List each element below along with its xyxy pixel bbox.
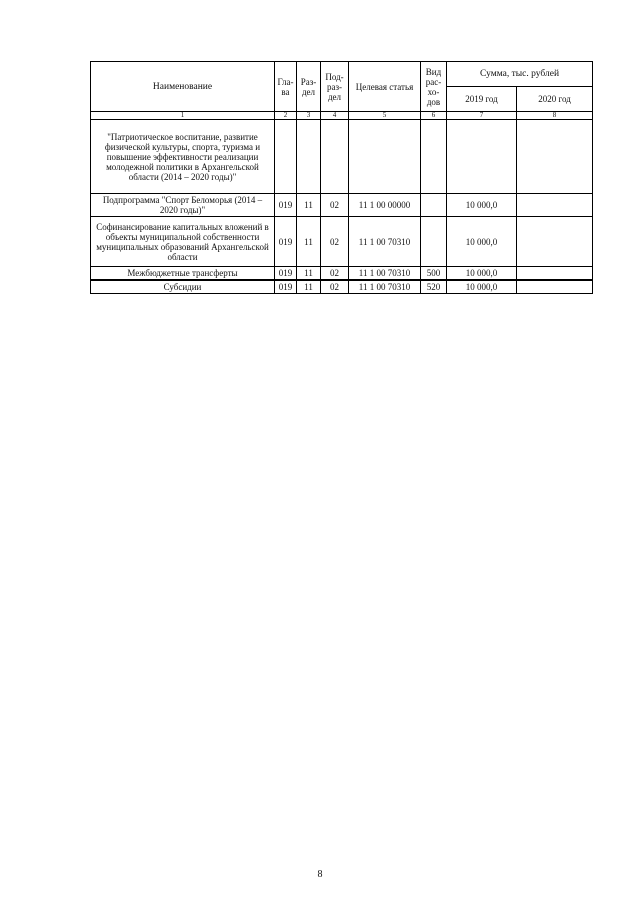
row-section: 11 bbox=[297, 194, 321, 217]
header-subsection: Под-раз-дел bbox=[321, 62, 349, 112]
header-section: Раз-дел bbox=[297, 62, 321, 112]
row-target-item: 11 1 00 00000 bbox=[349, 194, 421, 217]
table-row bbox=[91, 217, 593, 267]
column-number: 1 bbox=[91, 112, 275, 120]
row-amount-2020 bbox=[517, 217, 593, 267]
row-amount-2019: 10 000,0 bbox=[447, 280, 517, 294]
row-target-item bbox=[349, 120, 421, 194]
column-number: 4 bbox=[321, 112, 349, 120]
table-row bbox=[91, 194, 593, 217]
table-row bbox=[91, 267, 593, 281]
row-target-item: 11 1 00 70310 bbox=[349, 280, 421, 294]
row-amount-2020 bbox=[517, 280, 593, 294]
column-numbers-row bbox=[91, 112, 593, 120]
row-subsection: 02 bbox=[321, 280, 349, 294]
row-amount-2020 bbox=[517, 267, 593, 281]
row-section: 11 bbox=[297, 217, 321, 267]
header-target-item: Целевая статья bbox=[349, 62, 421, 112]
row-chapter bbox=[275, 120, 297, 194]
header-year-2020: 2020 год bbox=[517, 87, 593, 112]
row-section: 11 bbox=[297, 280, 321, 294]
row-subsection: 02 bbox=[321, 194, 349, 217]
column-number: 5 bbox=[349, 112, 421, 120]
row-name: "Патриотическое воспитание, развитие физической культуры, спорта, туризма и повышение эффективности реализации молодежной политики в Архангельской области (2014 – 2020 годы)" bbox=[91, 120, 275, 194]
row-name: Межбюджетные трансферты bbox=[91, 267, 275, 281]
row-target-item: 11 1 00 70310 bbox=[349, 267, 421, 281]
table-row bbox=[91, 120, 593, 194]
row-name: Подпрограмма "Спорт Беломорья (2014 – 2020 годы)" bbox=[91, 194, 275, 217]
row-amount-2019: 10 000,0 bbox=[447, 194, 517, 217]
row-amount-2019 bbox=[447, 120, 517, 194]
row-expense-type bbox=[421, 194, 447, 217]
row-expense-type bbox=[421, 120, 447, 194]
row-chapter: 019 bbox=[275, 194, 297, 217]
row-amount-2019: 10 000,0 bbox=[447, 217, 517, 267]
row-chapter: 019 bbox=[275, 280, 297, 294]
row-section bbox=[297, 120, 321, 194]
row-expense-type bbox=[421, 217, 447, 267]
page-number: 8 bbox=[317, 869, 323, 880]
column-number: 3 bbox=[297, 112, 321, 120]
row-expense-type: 500 bbox=[421, 267, 447, 281]
header-sum: Сумма, тыс. рублей bbox=[447, 62, 593, 87]
row-section: 11 bbox=[297, 267, 321, 281]
row-subsection bbox=[321, 120, 349, 194]
column-number: 8 bbox=[517, 112, 593, 120]
row-target-item: 11 1 00 70310 bbox=[349, 217, 421, 267]
header-chapter: Гла-ва bbox=[275, 62, 297, 112]
column-number: 7 bbox=[447, 112, 517, 120]
row-chapter: 019 bbox=[275, 217, 297, 267]
column-number: 2 bbox=[275, 112, 297, 120]
header-expense-type: Вид рас-хо-дов bbox=[421, 62, 447, 112]
row-amount-2020 bbox=[517, 120, 593, 194]
row-subsection: 02 bbox=[321, 217, 349, 267]
row-subsection: 02 bbox=[321, 267, 349, 281]
row-amount-2020 bbox=[517, 194, 593, 217]
row-name: Субсидии bbox=[91, 280, 275, 294]
row-amount-2019: 10 000,0 bbox=[447, 267, 517, 281]
row-expense-type: 520 bbox=[421, 280, 447, 294]
row-chapter: 019 bbox=[275, 267, 297, 281]
table-row bbox=[91, 280, 593, 294]
row-name: Софинансирование капитальных вложений в объекты муниципальной собственности муниципальных образований Архангельской области bbox=[91, 217, 275, 267]
budget-table bbox=[90, 61, 593, 294]
header-name: Наименование bbox=[91, 62, 275, 112]
column-number: 6 bbox=[421, 112, 447, 120]
header-year-2019: 2019 год bbox=[447, 87, 517, 112]
